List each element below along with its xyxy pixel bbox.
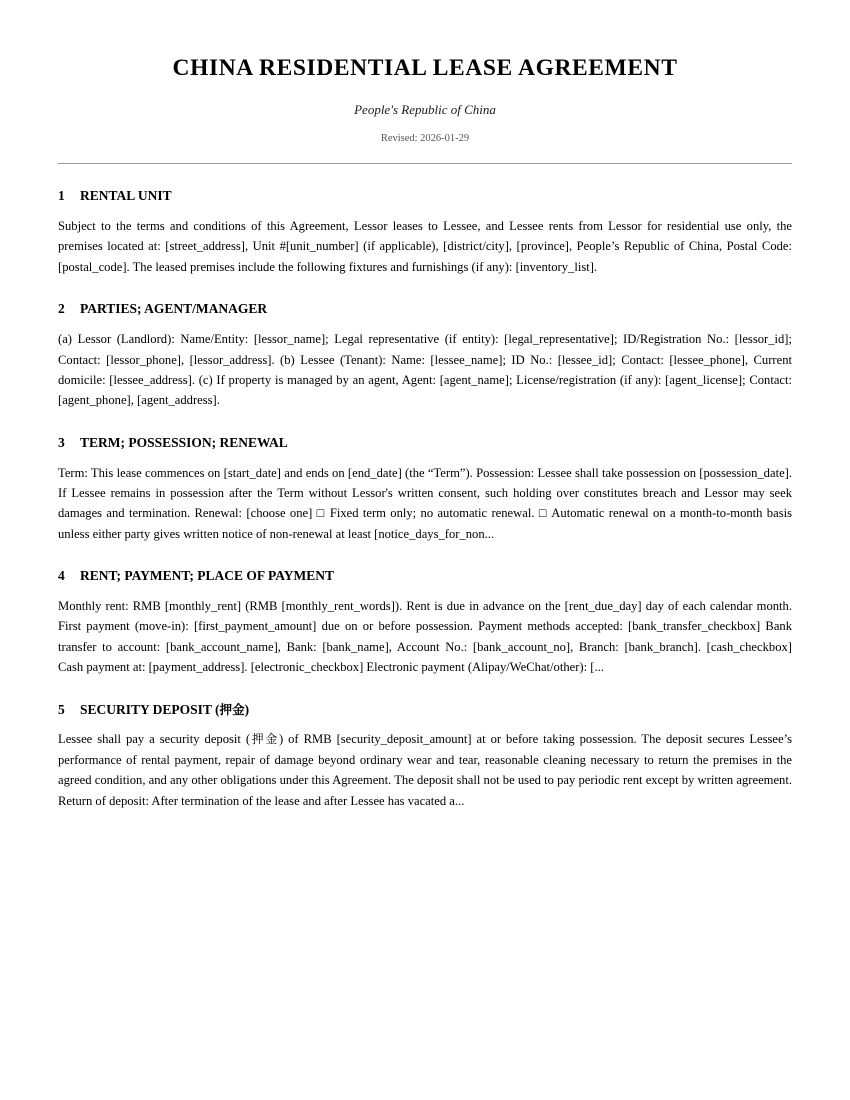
section-body: Term: This lease commences on [start_date] and ends on [end_date] (the “Term”). Possession: Lessee shall take possession on [possession_date]. If Lessee remains in possession after the Term without Lessor's written consent, such holding over constitutes breach and Lessor may seek damages and termination. Renewal: [choose one] □ Fixed term only; no automatic renewal. □ Automatic renewal on a month-to-month basis unless either party gives written notice of non-renewal at least [notice_days_for_non... [58,465,792,541]
section-rent-payment [58,568,792,677]
header-divider [58,163,792,164]
section-number: 1 [58,188,65,204]
section-title: SECURITY DEPOSIT (押金) [80,701,250,717]
section-parties-agent-manager [58,301,792,410]
section-heading [58,301,792,318]
section-security-deposit [58,702,792,811]
section-heading [58,568,792,585]
section-body: Monthly rent: RMB [monthly_rent] (RMB [monthly_rent_words]). Rent is due in advance on the [rent_due_day] day of each calendar month. First payment (move-in): [first_payment_amount] due on or before possession. Payment methods accepted: [bank_transfer_checkbox] Bank transfer to account: [bank_account_name], Bank: [bank_name], Account No.: [bank_account_no], Branch: [bank_branch]. [cash_checkbox] Cash payment at: [payment_address]. [electronic_checkbox] Electronic payment (Alipay/WeChat/other): [... [58,598,792,675]
section-term-possession-renewal [58,435,792,544]
section-rental-unit [58,188,792,277]
section-number: 4 [58,568,65,584]
section-title: TERM; POSSESSION; RENEWAL [80,434,288,450]
section-number: 2 [58,301,65,317]
section-body: Lessee shall pay a security deposit (押金) of RMB [security_deposit_amount] at or before taking possession. The deposit secures Lessee’s performance of rental payment, repair of damage beyond ordinary wear and tear, reasonable cleaning necessary to return the premises in the agreed condition, and any other obligations under this Agreement. The deposit shall not be used to pay periodic rent except by written agreement. Return of deposit: After termination of the lease and after Lessee has vacated a... [58,732,793,808]
section-number: 5 [58,701,65,717]
document-title: CHINA RESIDENTIAL LEASE AGREEMENT [172,55,678,81]
document-subtitle: People's Republic of China [354,102,496,118]
section-title: RENT; PAYMENT; PLACE OF PAYMENT [80,568,335,584]
section-heading [58,435,792,452]
section-body: (a) Lessor (Landlord): Name/Entity: [lessor_name]; Legal representative (if entity): [legal_representative]; ID/Registration No.: [lessor_id]; Contact: [lessor_phone], [lessor_address]. (b) Lessee (Tenant): Name: [lessee_name]; ID No.: [lessee_id]; Contact: [lessee_phone], Current domicile: [lessee_address]. (c) If property is managed by an agent, Agent: [agent_name]; License/registration (if any): [agent_license]; Contact: [agent_phone], [agent_address]. [58,332,792,408]
section-title: RENTAL UNIT [80,188,172,204]
section-body: Subject to the terms and conditions of this Agreement, Lessor leases to Lessee, and Lessee rents from Lessor for residential use only, the premises located at: [street_address], Unit #[unit_number] (if applicable), [district/city], [province], People’s Republic of China, Postal Code: [postal_code]. The leased premises include the following fixtures and furnishings (if any): [inventory_list]. [58,219,792,274]
document-revision-date: Revised: 2026-01-29 [380,133,470,145]
section-number: 3 [58,434,65,450]
section-heading [58,188,792,205]
section-heading [58,702,792,719]
section-title: PARTIES; AGENT/MANAGER [80,301,268,317]
